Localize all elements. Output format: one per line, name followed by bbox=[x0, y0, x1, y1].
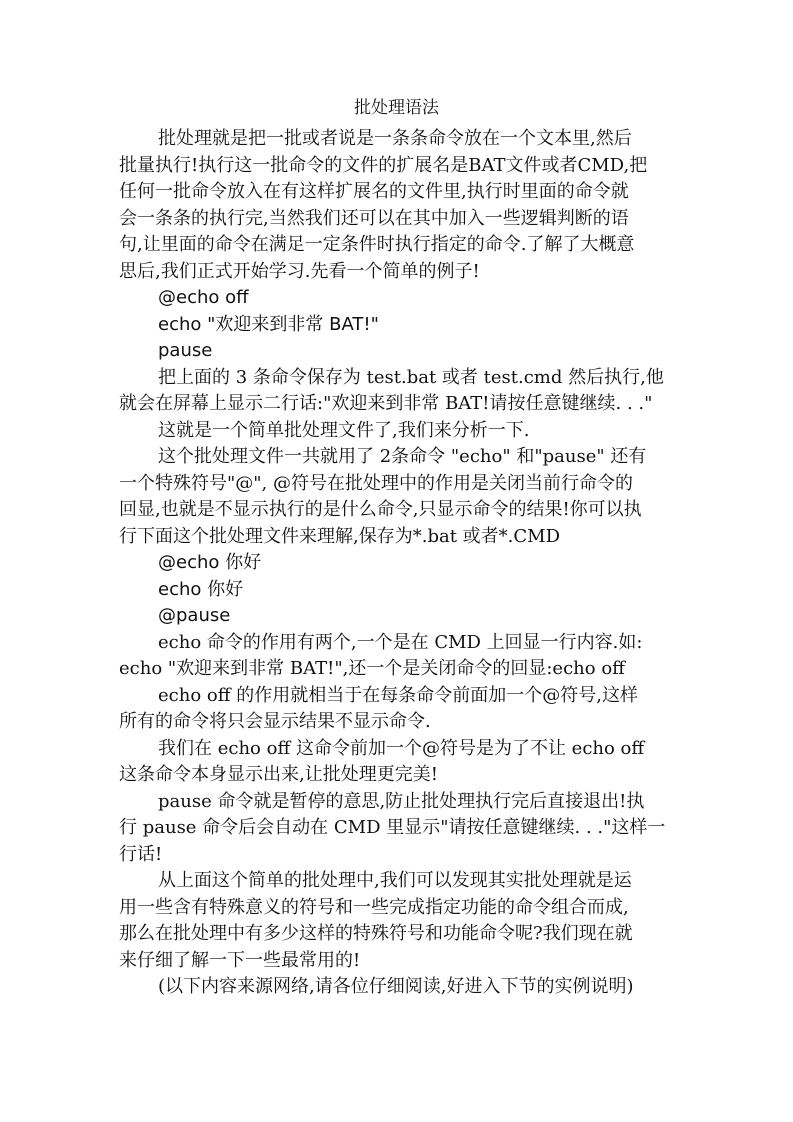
paragraph-line: (以下内容来源网络,请各位仔细阅读,好进入下节的实例说明) bbox=[158, 976, 634, 997]
paragraph-line: echo 命令的作用有两个,一个是在 CMD 上回显一行内容.如: bbox=[158, 632, 643, 653]
paragraph-line: 这就是一个简单批处理文件了,我们来分析一下. bbox=[158, 420, 530, 441]
paragraph-line: 我们在 echo off 这命令前加一个@符号是为了不让 echo off bbox=[158, 738, 645, 759]
paragraph-line: 行话! bbox=[119, 844, 163, 865]
code-line: @echo 你好 bbox=[158, 552, 262, 573]
paragraph-line: 思后,我们正式开始学习.先看一个简单的例子! bbox=[119, 261, 480, 282]
paragraph-line: 把上面的 3 条命令保存为 test.bat 或者 test.cmd 然后执行,他 bbox=[158, 367, 664, 388]
paragraph-line: 就会在屏幕上显示二行话:"欢迎来到非常 BAT!请按任意键继续. . ." bbox=[119, 393, 653, 414]
paragraph-line: 一个特殊符号"@", @符号在批处理中的作用是关闭当前行命令的 bbox=[119, 473, 633, 494]
code-line: echo "欢迎来到非常 BAT!" bbox=[158, 314, 379, 335]
paragraph-line: echo "欢迎来到非常 BAT!",还一个是关闭命令的回显:echo off bbox=[119, 658, 625, 679]
paragraph-line: echo off 的作用就相当于在每条命令前面加一个@符号,这样 bbox=[158, 685, 638, 706]
paragraph-line: 任何一批命令放入在有这样扩展名的文件里,执行时里面的命令就 bbox=[119, 181, 629, 202]
paragraph-line: 从上面这个简单的批处理中,我们可以发现其实批处理就是运 bbox=[158, 870, 632, 891]
paragraph-line: 所有的命令将只会显示结果不显示命令. bbox=[119, 711, 431, 732]
code-line: @echo off bbox=[158, 287, 249, 308]
paragraph-line: 批处理就是把一批或者说是一条条命令放在一个文本里,然后 bbox=[158, 128, 632, 149]
paragraph-line: 用一些含有特殊意义的符号和一些完成指定功能的命令组合而成, bbox=[119, 897, 629, 918]
paragraph-line: 句,让里面的命令在满足一定条件时执行指定的命令.了解了大概意 bbox=[119, 234, 635, 255]
paragraph-line: 行 pause 命令后会自动在 CMD 里显示"请按任意键继续. . ."这样一 bbox=[119, 817, 666, 838]
paragraph-line: 这条命令本身显示出来,让批处理更完美! bbox=[119, 764, 438, 785]
paragraph-line: pause 命令就是暂停的意思,防止批处理执行完后直接退出!执 bbox=[158, 791, 645, 812]
paragraph-line: 来仔细了解一下一些最常用的! bbox=[119, 950, 361, 971]
paragraph-line: 批量执行!执行这一批命令的文件的扩展名是BAT文件或者CMD,把 bbox=[119, 155, 648, 176]
paragraph-line: 回显,也就是不显示执行的是什么命令,只显示命令的结果!你可以执 bbox=[119, 499, 642, 520]
code-line: @pause bbox=[158, 605, 231, 626]
paragraph-line: 会一条条的执行完,当然我们还可以在其中加入一些逻辑判断的语 bbox=[119, 208, 629, 229]
document-title: 批处理语法 bbox=[354, 98, 439, 118]
code-line: echo 你好 bbox=[158, 579, 244, 600]
code-line: pause bbox=[158, 340, 213, 361]
paragraph-line: 这个批处理文件一共就用了 2条命令 "echo" 和"pause" 还有 bbox=[158, 446, 647, 467]
paragraph-line: 行下面这个批处理文件来理解,保存为*.bat 或者*.CMD bbox=[119, 526, 561, 547]
paragraph-line: 那么在批处理中有多少这样的特殊符号和功能命令呢?我们现在就 bbox=[119, 923, 633, 944]
